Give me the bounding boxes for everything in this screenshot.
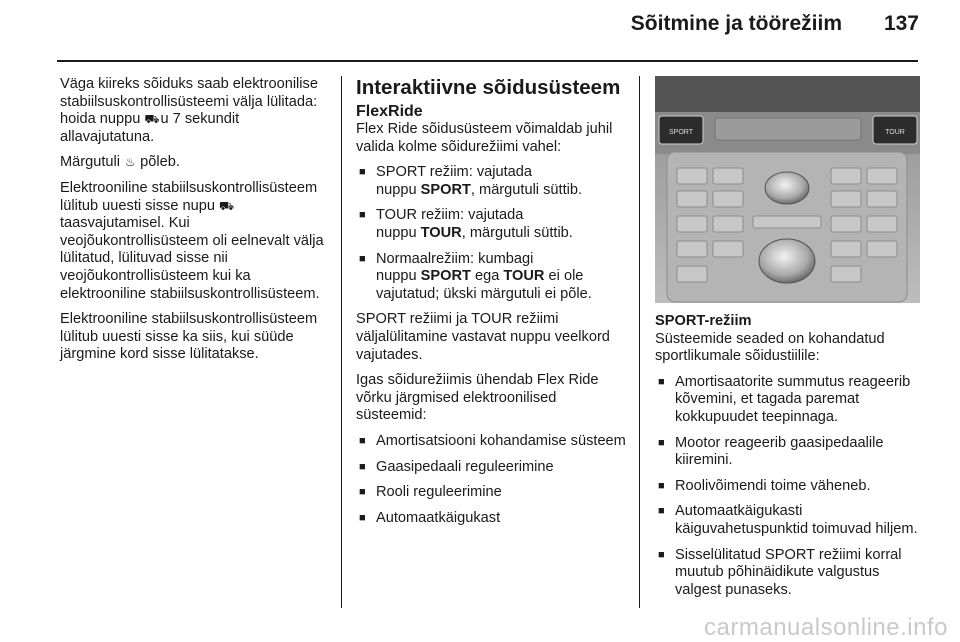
esp-off-icon: ⛟ [219,198,235,213]
list-item: ■ Automaatkäigukasti käiguvahetuspunktid toimuvad hiljem. [655,503,920,538]
paragraph-systems: Igas sõidurežiimis ühendab Flex Ride võrku järgmised elektroonilised süsteemid: [356,372,599,424]
list-item: ■ TOUR režiim: vajutada nuppu TOUR, märgutuli süttib. [356,207,630,242]
list-item: ■ Rooli reguleerimine [356,484,630,502]
section-title: Sõitmine ja töörežiim [630,12,842,35]
list-item: ■ Gaasipedaali reguleerimine [356,459,630,477]
paragraph-esp-on: Elektrooniline stabiilsuskontrollisüsteem lülitub uuesti sisse nupu ⛟ taasvajutamisel. Kui veojõukontrollisüsteem oli eelnevalt välja lülitatud, lülituvad sisse nii veojõukontrollisüsteem kui ka elektrooniline stabiilsuskontrollisüsteem. [60,179,324,302]
intro-paragraph: Flex Ride sõidusüsteem võimaldab juhil valida kolme sõidurežiimi vahel: [356,121,613,155]
mode-list [356,164,630,303]
esp-warning-lamp-icon: ♨ [124,155,136,170]
page-header [0,0,960,62]
subsection-heading: FlexRide [356,103,423,120]
list-item: ■ Automaatkäigukast [356,510,630,528]
paragraph-deactivate: SPORT režiimi ja TOUR režiimi väljalülitamine vastavat nuppu veelkord vajutades. [356,311,610,363]
list-item: ■ Normaalrežiim: kumbagi nuppu SPORT ega TOUR ei ole vajutatud; ükski märgutuli ei põle. [356,251,630,304]
column-divider [639,76,640,608]
paragraph-esp-off: Väga kiireks sõiduks saab elektroonilise stabiilsuskontrollisüsteemi välja lülitada: hoida nuppu ⛟ u 7 sekundit allavajutatuna. [60,76,318,145]
list-item: ■ Roolivõimendi toime väheneb. [655,478,920,496]
sport-mode-heading: SPORT-režiim [655,313,752,329]
watermark: carmanualsonline.info [704,614,948,641]
systems-list [356,433,630,527]
list-item: ■ Sisselülitatud SPORT režiimi korral muutub põhinäidikute valgustus valgest punaseks. [655,547,920,600]
paragraph-lamp: Märgutuli ♨ põleb. [60,154,180,171]
sport-effects-list [655,374,920,600]
tour-button-label: TOUR [885,129,905,136]
sport-button-label: SPORT [669,129,693,136]
column-middle [356,76,630,535]
paragraph-ignition: Elektrooniline stabiilsuskontrollisüsteem lülitub uuesti sisse ka siis, kui süüde järgmine kord sisse lülitatakse. [60,311,318,363]
sport-intro: Süsteemide seaded on kohandatud sportlikumale sõidustiilile: [655,330,885,365]
list-item: ■ Amortisaatorite summutus reageerib kõvemini, et tagada paremat kokkupuudet teepinnaga. [655,374,920,427]
column-right [655,76,920,607]
list-item: ■ SPORT režiim: vajutada nuppu SPORT, märgutuli süttib. [356,164,630,199]
section-heading: Interaktiivne sõidusüsteem [356,76,621,99]
list-item: ■ Mootor reageerib gaasipedaalile kiiremini. [655,435,920,470]
column-divider [341,76,342,608]
column-left [60,76,328,372]
flexride-console-photo [655,76,920,303]
page-number: 137 [883,12,919,35]
list-item: ■ Amortisatsiooni kohandamise süsteem [356,433,630,451]
header-rule [57,60,918,62]
esp-off-icon: ⛟ [144,112,160,127]
